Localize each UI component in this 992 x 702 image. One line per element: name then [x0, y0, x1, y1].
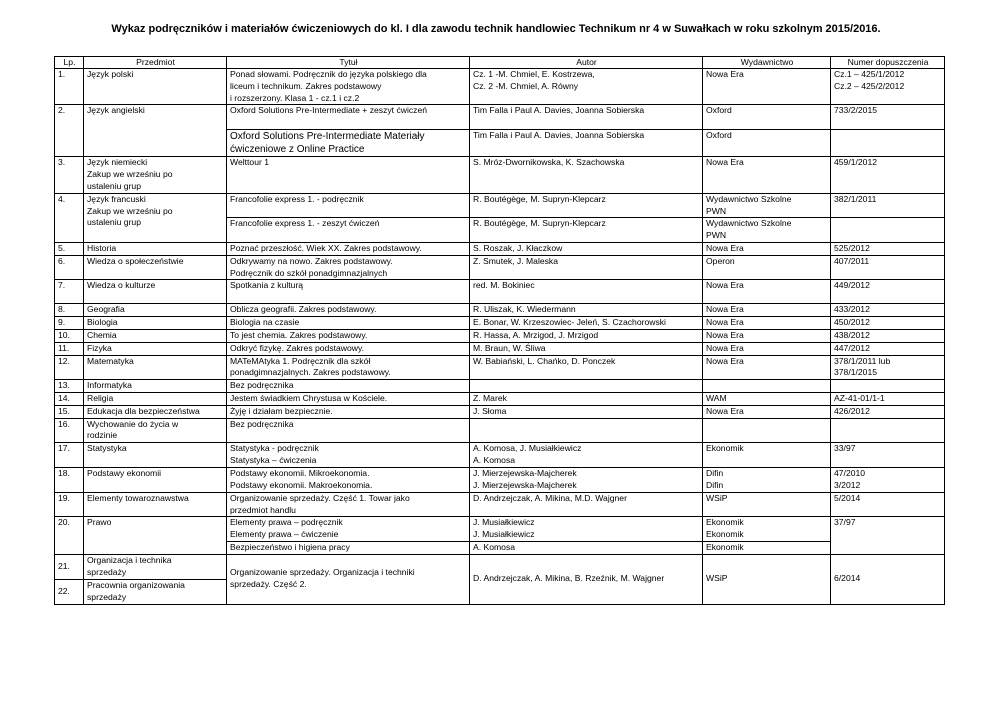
- cell-lp: 1.: [55, 69, 84, 105]
- cell-przedmiot: Geografia: [84, 304, 227, 317]
- table-row: [55, 468, 945, 493]
- cell-numer: 426/2012: [831, 405, 945, 418]
- cell-przedmiot: Edukacja dla bezpieczeństwa: [84, 405, 227, 418]
- cell-przedmiot: Wychowanie do życia w rodzinie: [84, 418, 227, 443]
- cell-wydawnictwo: Difin Difin: [703, 468, 831, 493]
- cell-numer: 447/2012: [831, 342, 945, 355]
- cell-numer: 47/2010 3/2012: [831, 468, 945, 493]
- cell-przedmiot: Podstawy ekonomii: [84, 468, 227, 493]
- cell-autor: D. Andrzejczak, A. Mikina, M.D. Wajgner: [470, 492, 703, 517]
- table-row: [55, 380, 945, 393]
- cell-numer: 5/2014: [831, 492, 945, 517]
- cell-numer: 6/2014: [831, 554, 945, 604]
- table-row: [55, 304, 945, 317]
- cell-tytul: Bez podręcznika: [227, 418, 470, 443]
- cell-lp: 2.: [55, 105, 84, 157]
- cell-wydawnictwo: Operon: [703, 255, 831, 280]
- cell-autor: Cz. 1 -M. Chmiel, E. Kostrzewa, Cz. 2 -M. Chmiel, A. Równy: [470, 69, 703, 105]
- cell-lp: 17.: [55, 443, 84, 468]
- cell-tytul: Odkrywamy na nowo. Zakres podstawowy. Podręcznik do szkół ponadgimnazjalnych: [227, 255, 470, 280]
- table-row: [55, 157, 945, 193]
- cell-numer: 37/97: [831, 517, 945, 554]
- cell-przedmiot: Wiedza o społeczeństwie: [84, 255, 227, 280]
- cell-numer: 438/2012: [831, 329, 945, 342]
- table-row: [55, 517, 945, 542]
- table-row: [55, 329, 945, 342]
- cell-lp: 21.: [55, 554, 84, 579]
- cell-przedmiot: Historia: [84, 242, 227, 255]
- cell-numer: 525/2012: [831, 242, 945, 255]
- cell-autor: Tim Falla i Paul A. Davies, Joanna Sobierska: [470, 130, 703, 157]
- cell-lp: 11.: [55, 342, 84, 355]
- cell-autor: E. Bonar, W. Krzeszowiec- Jeleń, S. Czachorowski: [470, 317, 703, 330]
- cell-wydawnictwo: Nowa Era: [703, 329, 831, 342]
- cell-wydawnictwo: Wydawnictwo Szkolne PWN: [703, 193, 831, 218]
- cell-wydawnictwo: WAM: [703, 392, 831, 405]
- cell-autor: S. Mróz-Dwornikowska, K. Szachowska: [470, 157, 703, 193]
- cell-tytul: Jestem świadkiem Chrystusa w Kościele.: [227, 392, 470, 405]
- table-row: [55, 193, 945, 218]
- cell-tytul: Żyję i działam bezpiecznie.: [227, 405, 470, 418]
- cell-tytul: Welttour 1: [227, 157, 470, 193]
- cell-autor: S. Roszak, J. Kłaczkow: [470, 242, 703, 255]
- cell-tytul: Oxford Solutions Pre-Intermediate Materiały ćwiczeniowe z Online Practice: [227, 130, 470, 157]
- cell-lp: 20.: [55, 517, 84, 554]
- table-row: [55, 355, 945, 380]
- cell-przedmiot: Język niemiecki Zakup we wrześniu po ustaleniu grup: [84, 157, 227, 193]
- cell-autor: D. Andrzejczak, A. Mikina, B. Rzeźnik, M. Wajgner: [470, 554, 703, 604]
- cell-lp: 6.: [55, 255, 84, 280]
- cell-tytul: Oblicza geografii. Zakres podstawowy.: [227, 304, 470, 317]
- cell-numer: [831, 218, 945, 243]
- cell-autor: R. Uliszak, K. Wiedermann: [470, 304, 703, 317]
- cell-wydawnictwo: Nowa Era: [703, 304, 831, 317]
- cell-tytul: Bezpieczeństwo i higiena pracy: [227, 541, 470, 554]
- cell-wydawnictwo: Nowa Era: [703, 342, 831, 355]
- cell-numer: [831, 380, 945, 393]
- cell-tytul: Biologia na czasie: [227, 317, 470, 330]
- cell-autor: Z. Marek: [470, 392, 703, 405]
- cell-numer: 733/2/2015: [831, 105, 945, 130]
- cell-tytul: Elementy prawa – podręcznik Elementy prawa – ćwiczenie: [227, 517, 470, 542]
- table-row: [55, 69, 945, 105]
- cell-autor: J. Musiałkiewicz J. Musiałkiewicz: [470, 517, 703, 542]
- cell-autor: R. Boutégège, M. Supryn-Klepcarz: [470, 193, 703, 218]
- header-numer: Numer dopuszczenia: [831, 57, 945, 69]
- table-row: [55, 255, 945, 280]
- header-wydawnictwo: Wydawnictwo: [703, 57, 831, 69]
- table-row: [55, 554, 945, 579]
- cell-numer: 449/2012: [831, 280, 945, 304]
- cell-tytul: Ponad słowami. Podręcznik do języka polskiego dla liceum i technikum. Zakres podstawowy i rozszerzony. Klasa 1 - cz.1 i cz.2: [227, 69, 470, 105]
- cell-numer: [831, 418, 945, 443]
- cell-lp: 7.: [55, 280, 84, 304]
- cell-autor: Z. Smutek, J. Maleska: [470, 255, 703, 280]
- header-row: [55, 57, 945, 69]
- cell-tytul: Poznać przeszłość. Wiek XX. Zakres podstawowy.: [227, 242, 470, 255]
- cell-autor: R. Boutégège, M. Supryn-Klepcarz: [470, 218, 703, 243]
- cell-wydawnictwo: [703, 380, 831, 393]
- cell-przedmiot: Religia: [84, 392, 227, 405]
- cell-numer: 433/2012: [831, 304, 945, 317]
- cell-autor: W. Babiański, L. Chańko, D. Ponczek: [470, 355, 703, 380]
- cell-tytul: Organizowanie sprzedaży. Część 1. Towar jako przedmiot handlu: [227, 492, 470, 517]
- cell-autor: [470, 418, 703, 443]
- cell-przedmiot: Prawo: [84, 517, 227, 554]
- table-row: [55, 443, 945, 468]
- cell-przedmiot: Informatyka: [84, 380, 227, 393]
- cell-wydawnictwo: Ekonomik: [703, 541, 831, 554]
- cell-numer: 378/1/2011 lub 378/1/2015: [831, 355, 945, 380]
- cell-wydawnictwo: Oxford: [703, 130, 831, 157]
- cell-lp: 14.: [55, 392, 84, 405]
- cell-przedmiot: Chemia: [84, 329, 227, 342]
- cell-przedmiot: Język francuski Zakup we wrześniu po ustaleniu grup: [84, 193, 227, 242]
- cell-wydawnictwo: WSiP: [703, 492, 831, 517]
- cell-lp: 10.: [55, 329, 84, 342]
- cell-lp: 16.: [55, 418, 84, 443]
- cell-przedmiot: Matematyka: [84, 355, 227, 380]
- table-row: [55, 105, 945, 130]
- cell-lp: 12.: [55, 355, 84, 380]
- cell-numer: 382/1/2011: [831, 193, 945, 218]
- cell-przedmiot: Pracownia organizowania sprzedaży: [84, 579, 227, 604]
- cell-autor: R. Hassa, A. Mrzigod, J. Mrzigod: [470, 329, 703, 342]
- cell-lp: 9.: [55, 317, 84, 330]
- document-title: Wykaz podręczników i materiałów ćwiczeniowych do kl. I dla zawodu technik handlowiec Technikum nr 4 w Suwałkach w roku szkolnym 2015/2016.: [111, 23, 881, 35]
- cell-tytul: Spotkania z kulturą: [227, 280, 470, 304]
- cell-autor: red. M. Bokiniec: [470, 280, 703, 304]
- cell-wydawnictwo: Nowa Era: [703, 405, 831, 418]
- cell-przedmiot: Organizacja i technika sprzedaży: [84, 554, 227, 579]
- cell-lp: 13.: [55, 380, 84, 393]
- cell-tytul: Organizowanie sprzedaży. Organizacja i techniki sprzedaży. Część 2.: [227, 554, 470, 604]
- cell-tytul: Francofolie express 1. - zeszyt ćwiczeń: [227, 218, 470, 243]
- table-row: [55, 418, 945, 443]
- table-row: [55, 280, 945, 304]
- cell-wydawnictwo: Nowa Era: [703, 157, 831, 193]
- table-row: [55, 405, 945, 418]
- header-przedmiot: Przedmiot: [84, 57, 227, 69]
- cell-wydawnictwo: Ekonomik: [703, 443, 831, 468]
- header-autor: Autor: [470, 57, 703, 69]
- cell-numer: 459/1/2012: [831, 157, 945, 193]
- cell-numer: AZ-41-01/1-1: [831, 392, 945, 405]
- cell-tytul: Odkryć fizykę. Zakres podstawowy.: [227, 342, 470, 355]
- cell-lp: 3.: [55, 157, 84, 193]
- cell-wydawnictwo: Oxford: [703, 105, 831, 130]
- cell-lp: 8.: [55, 304, 84, 317]
- cell-lp: 15.: [55, 405, 84, 418]
- cell-wydawnictwo: Nowa Era: [703, 317, 831, 330]
- cell-wydawnictwo: Nowa Era: [703, 69, 831, 105]
- cell-numer: [831, 130, 945, 157]
- cell-lp: 19.: [55, 492, 84, 517]
- cell-numer: Cz.1 – 425/1/2012 Cz.2 – 425/2/2012: [831, 69, 945, 105]
- cell-autor: M. Braun, W. Śliwa: [470, 342, 703, 355]
- table-row: [55, 342, 945, 355]
- cell-wydawnictwo: Nowa Era: [703, 355, 831, 380]
- cell-autor: A. Komosa: [470, 541, 703, 554]
- cell-numer: 450/2012: [831, 317, 945, 330]
- table-row: [55, 492, 945, 517]
- cell-przedmiot: Język polski: [84, 69, 227, 105]
- table-row: [55, 242, 945, 255]
- cell-tytul: To jest chemia. Zakres podstawowy.: [227, 329, 470, 342]
- table-row: [55, 317, 945, 330]
- cell-lp: 5.: [55, 242, 84, 255]
- cell-numer: 33/97: [831, 443, 945, 468]
- cell-lp: 4.: [55, 193, 84, 242]
- cell-przedmiot: Język angielski: [84, 105, 227, 157]
- cell-autor: J. Słoma: [470, 405, 703, 418]
- cell-autor: Tim Falla i Paul A. Davies, Joanna Sobierska: [470, 105, 703, 130]
- cell-autor: J. Mierzejewska-Majcherek J. Mierzejewska-Majcherek: [470, 468, 703, 493]
- cell-wydawnictwo: WSiP: [703, 554, 831, 604]
- cell-autor: [470, 380, 703, 393]
- textbook-table: [54, 56, 945, 605]
- cell-tytul: Statystyka - podręcznik Statystyka – ćwiczenia: [227, 443, 470, 468]
- cell-przedmiot: Statystyka: [84, 443, 227, 468]
- header-tytul: Tytuł: [227, 57, 470, 69]
- cell-przedmiot: Elementy towaroznawstwa: [84, 492, 227, 517]
- cell-lp: 18.: [55, 468, 84, 493]
- cell-lp: 22.: [55, 579, 84, 604]
- cell-tytul: Bez podręcznika: [227, 380, 470, 393]
- cell-wydawnictwo: [703, 418, 831, 443]
- cell-wydawnictwo: Nowa Era: [703, 280, 831, 304]
- cell-tytul: Francofolie express 1. - podręcznik: [227, 193, 470, 218]
- header-lp: Lp.: [55, 57, 84, 69]
- cell-wydawnictwo: Nowa Era: [703, 242, 831, 255]
- cell-autor: A. Komosa, J. Musiałkiewicz A. Komosa: [470, 443, 703, 468]
- cell-wydawnictwo: Wydawnictwo Szkolne PWN: [703, 218, 831, 243]
- cell-wydawnictwo: Ekonomik Ekonomik: [703, 517, 831, 542]
- cell-przedmiot: Fizyka: [84, 342, 227, 355]
- cell-przedmiot: Biologia: [84, 317, 227, 330]
- cell-przedmiot: Wiedza o kulturze: [84, 280, 227, 304]
- table-row: [55, 392, 945, 405]
- cell-tytul: Oxford Solutions Pre-Intermediate + zeszyt ćwiczeń: [227, 105, 470, 130]
- cell-tytul: MATeMAtyka 1. Podręcznik dla szkół ponadgimnazjalnych. Zakres podstawowy.: [227, 355, 470, 380]
- cell-tytul: Podstawy ekonomii. Mikroekonomia. Podstawy ekonomii. Makroekonomia.: [227, 468, 470, 493]
- cell-numer: 407/2011: [831, 255, 945, 280]
